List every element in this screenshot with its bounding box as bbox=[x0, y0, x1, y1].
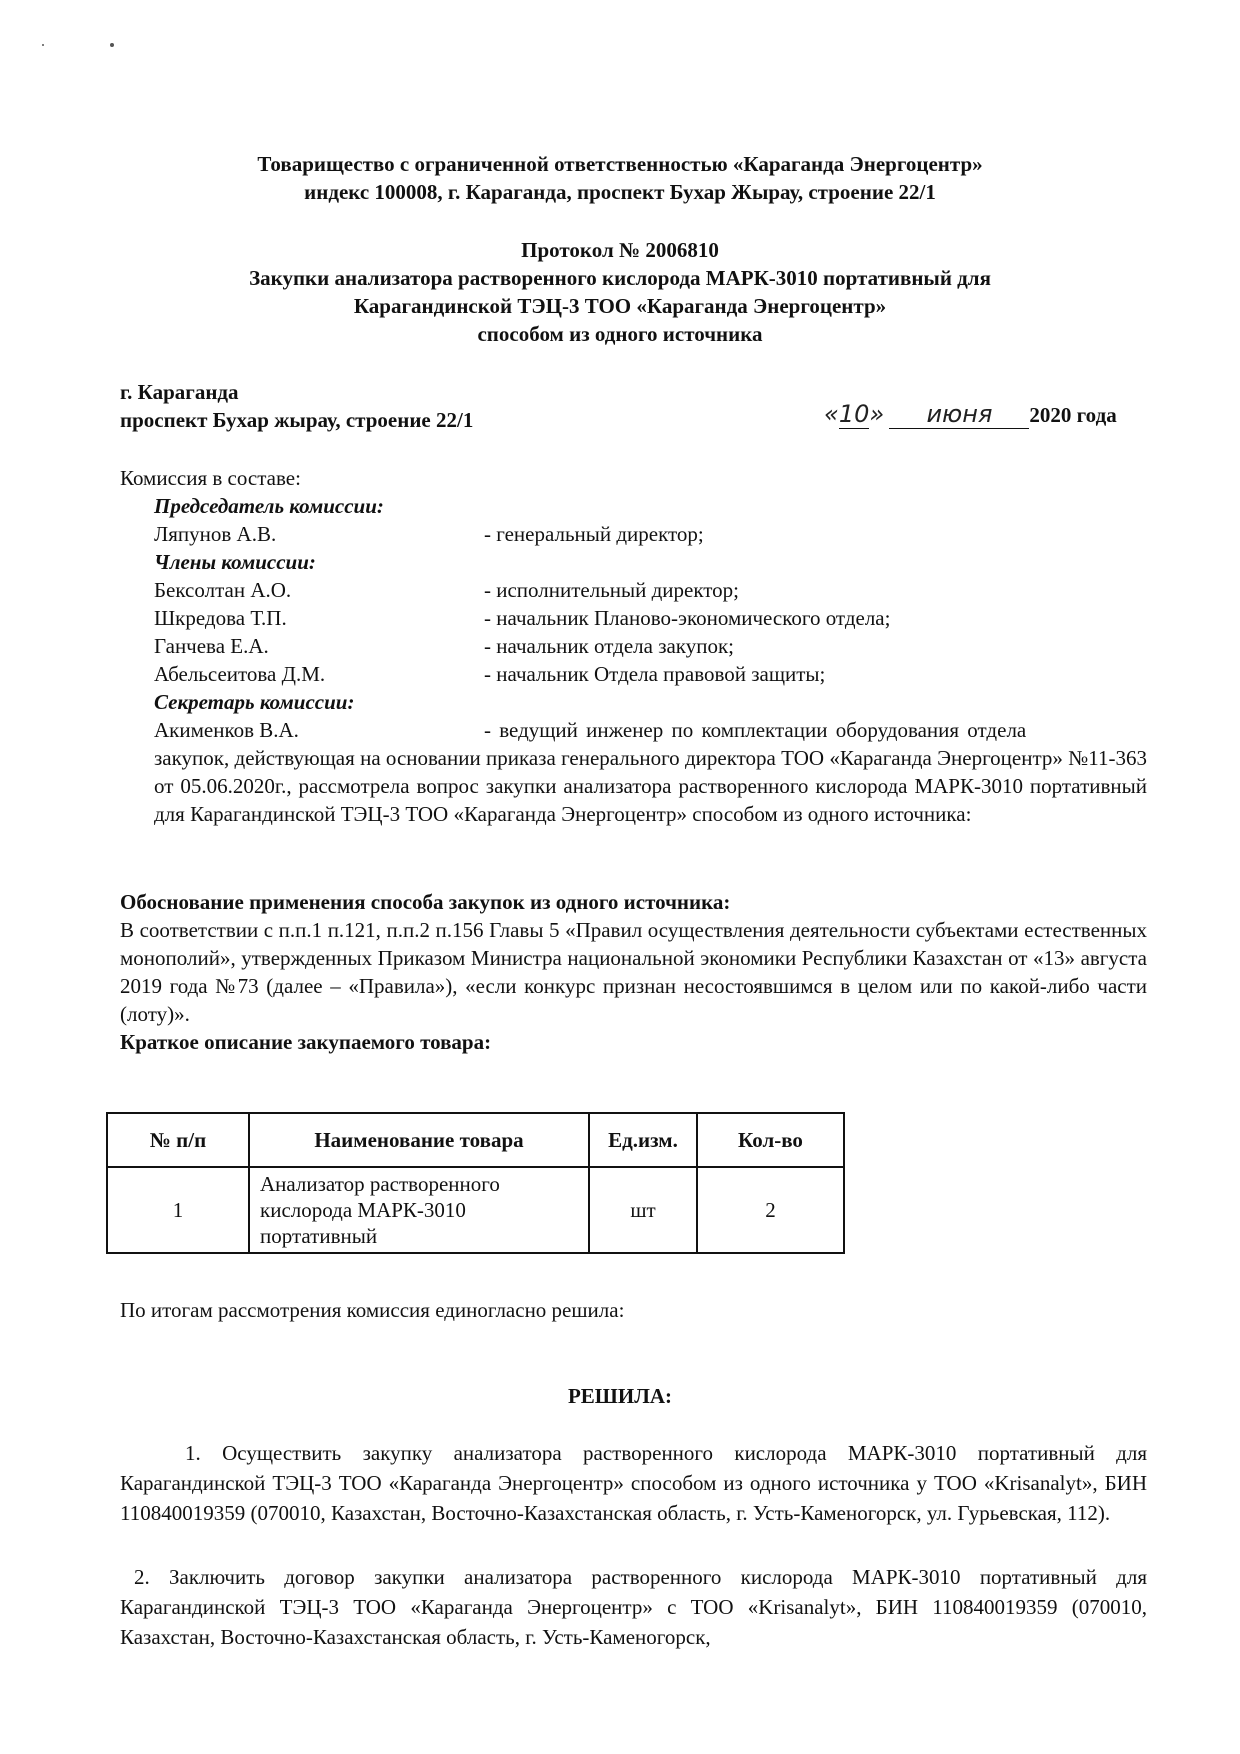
protocol-subject-line2: Карагандинской ТЭЦ-3 ТОО «Караганда Энергоцентр» bbox=[353, 294, 887, 318]
scan-speck bbox=[42, 44, 44, 46]
decision-item-1: 1. Осуществить закупку анализатора растворенного кислорода МАРК-3010 портативный для Карагандинской ТЭЦ-3 ТОО «Караганда Энергоцентр» способом из одного источника у ТОО «Krisanalyt», БИН 110840019359 (070010, Казахстан, Восточно-Казахстанская область, г. Усть-Каменогорск, ул. Гурьевская, 112). bbox=[120, 1441, 1147, 1525]
protocol-subject-line3: способом из одного источника bbox=[477, 322, 763, 346]
commission-intro: Комиссия в составе: bbox=[120, 466, 301, 490]
secretary-name: Акименков В.А. bbox=[154, 718, 299, 742]
goods-table bbox=[106, 1112, 845, 1254]
goods-heading: Краткое описание закупаемого товара: bbox=[120, 1030, 492, 1054]
date-quote-open: « bbox=[824, 400, 839, 428]
column-header-num: № п/п bbox=[107, 1113, 249, 1167]
column-header-qty: Кол-во bbox=[697, 1113, 844, 1167]
member-role: - начальник Отдела правовой защиты; bbox=[484, 662, 826, 686]
date-year: 2020 года bbox=[1029, 403, 1117, 427]
member-role: - начальник Планово-экономического отдела; bbox=[484, 606, 891, 630]
place-city: г. Караганда bbox=[120, 380, 239, 404]
secretary-heading: Секретарь комиссии: bbox=[154, 690, 355, 714]
protocol-subject-line1: Закупки анализатора растворенного кислорода МАРК-3010 портативный для bbox=[249, 266, 991, 290]
member-name: Бексолтан А.О. bbox=[154, 578, 292, 602]
chair-name: Ляпунов А.В. bbox=[154, 522, 277, 546]
decision-heading: РЕШИЛА: bbox=[567, 1384, 673, 1408]
secretary-role: - ведущий инженер по комплектации оборудования отдела bbox=[484, 718, 1027, 742]
place-address: проспект Бухар жырау, строение 22/1 bbox=[120, 408, 474, 432]
date-quote-close: » bbox=[869, 400, 885, 428]
member-name: Абельсеитова Д.М. bbox=[154, 662, 326, 686]
member-role: - исполнительный директор; bbox=[484, 578, 740, 602]
org-address: индекс 100008, г. Караганда, проспект Бухар Жырау, строение 22/1 bbox=[304, 180, 936, 204]
secretary-text: закупок, действующая на основании приказа генерального директора ТОО «Караганда Энергоцентр» №11-363 от 05.06.2020г., рассмотрела вопрос закупки анализатора растворенного кислорода МАРК-3010 портативный для Карагандинской ТЭЦ-3 ТОО «Караганда Энергоцентр» способом из одного источника: bbox=[154, 746, 1147, 826]
decision-item-2: 2. Заключить договор закупки анализатора растворенного кислорода МАРК-3010 портативный для Карагандинской ТЭЦ-3 ТОО «Караганда Энергоцентр» с ТОО «Krisanalyt», БИН 110840019359 (070010, Казахстан, Восточно-Казахстанская область, г. Усть-Каменогорск, bbox=[120, 1565, 1147, 1649]
date-day: 10 bbox=[838, 400, 870, 428]
justification-heading: Обоснование применения способа закупок из одного источника: bbox=[120, 890, 731, 914]
table-row bbox=[107, 1167, 844, 1253]
members-heading: Члены комиссии: bbox=[154, 550, 316, 574]
member-name: Шкредова Т.П. bbox=[154, 606, 287, 630]
member-role: - начальник отдела закупок; bbox=[484, 634, 734, 658]
protocol-number: Протокол № 2006810 bbox=[521, 238, 719, 262]
org-name: Товарищество с ограниченной ответственностью «Караганда Энергоцентр» bbox=[257, 152, 983, 176]
cell-qty: 2 bbox=[697, 1167, 844, 1253]
justification-text: В соответствии с п.п.1 п.121, п.п.2 п.156 Главы 5 «Правил осуществления деятельности субъектами естественных монополий», утвержденных Приказом Министра национальной экономики Республики Казахстан от «13» августа 2019 года №73 (далее – «Правила»), «если конкурс признан несостоявшимся в целом или по какой-либо части (лоту)». bbox=[120, 918, 1147, 1026]
protocol-title bbox=[120, 236, 1120, 348]
protocol-date bbox=[824, 400, 1117, 429]
chair-heading: Председатель комиссии: bbox=[154, 494, 384, 518]
cell-unit: шт bbox=[589, 1167, 697, 1253]
chair-role: - генеральный директор; bbox=[484, 522, 704, 546]
date-month: июня bbox=[889, 400, 1029, 429]
scan-speck bbox=[110, 43, 114, 47]
member-name: Ганчева Е.А. bbox=[154, 634, 269, 658]
cell-num: 1 bbox=[107, 1167, 249, 1253]
table-header-row bbox=[107, 1113, 844, 1167]
cell-name: Анализатор растворенного кислорода МАРК-3010 портативный bbox=[249, 1167, 589, 1253]
column-header-name: Наименование товара bbox=[249, 1113, 589, 1167]
summary-text: По итогам рассмотрения комиссия единогласно решила: bbox=[120, 1298, 625, 1322]
org-header bbox=[120, 150, 1120, 206]
column-header-unit: Ед.изм. bbox=[589, 1113, 697, 1167]
